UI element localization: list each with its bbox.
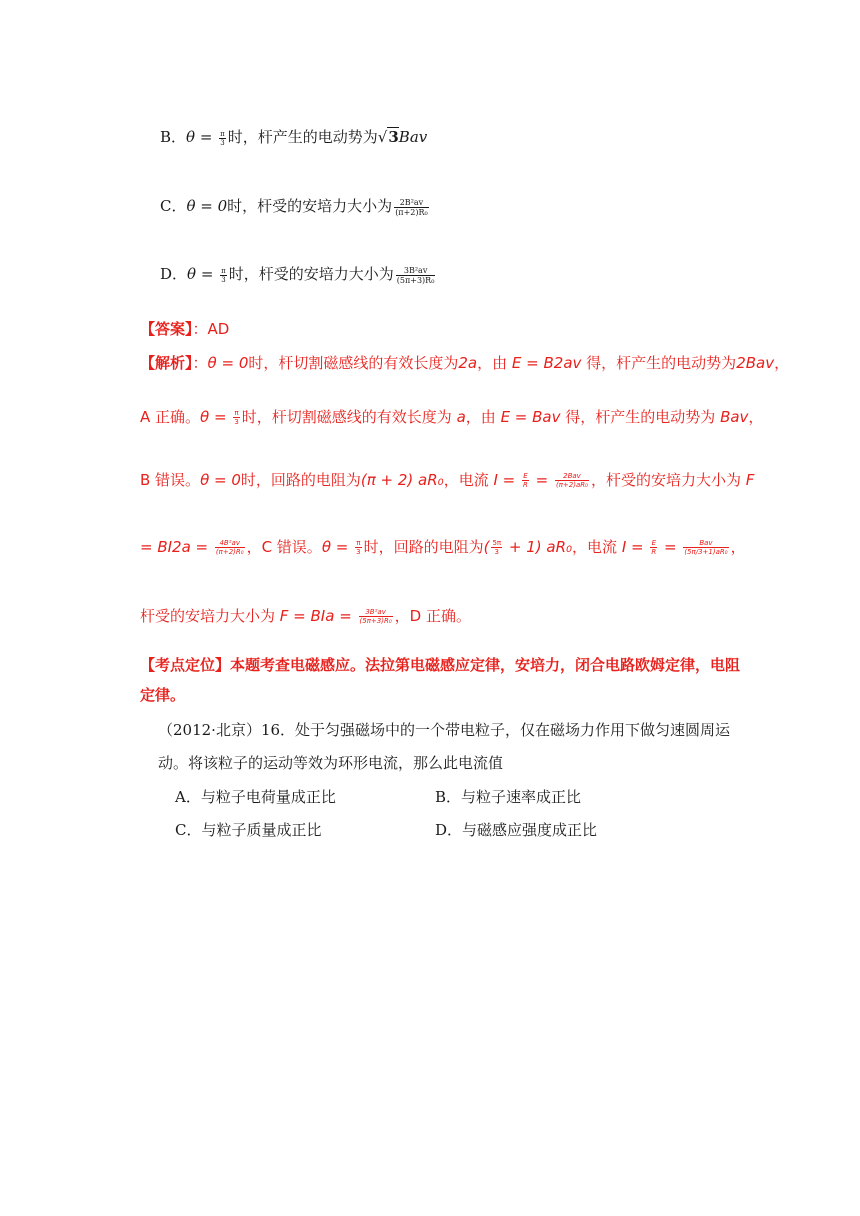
text: ，由 (465, 408, 501, 426)
option-c-text: 时，杆受的安培力大小为 (227, 197, 393, 215)
fraction-numerator: 2Bav (555, 472, 589, 481)
text: ，电流 (443, 471, 494, 489)
analysis-line-5 (140, 606, 471, 626)
text: ： (192, 354, 208, 372)
formula: 2a (458, 354, 478, 372)
text: B 错误。 (140, 471, 201, 489)
option-c-prefix: C． (160, 197, 187, 215)
fraction-numerator: 3B²av (359, 608, 393, 617)
fraction-denominator: (5π+3)R₀ (396, 275, 435, 285)
fraction (394, 198, 429, 217)
question-option-b (435, 787, 581, 807)
option-c (160, 196, 431, 217)
text: ，C 错误。 (246, 538, 322, 556)
text: 时，回路的电阻为 (240, 471, 361, 489)
answer-line (140, 319, 229, 339)
text: ， (774, 354, 790, 372)
question-option-a (175, 787, 336, 807)
kaodian-text: 定律。 (140, 686, 186, 704)
answer-label: 【答案】 (140, 320, 193, 338)
formula: (π + 2) aR₀ (360, 471, 444, 489)
formula: 2Bav (736, 354, 775, 372)
sqrt-icon: √ (377, 128, 388, 146)
formula: ( (483, 538, 490, 556)
option-b-text: 时，杆产生的电动势为 (227, 128, 378, 146)
text: 时，回路的电阻为 (363, 538, 484, 556)
option-text: C．与粒子质量成正比 (175, 821, 322, 839)
theta-symbol: θ = (186, 128, 218, 146)
formula: θ = 0 (200, 471, 241, 489)
analysis-label: 【解析】 (140, 354, 193, 372)
kaodian-text: 本题考查电磁感应。法拉第电磁感应定律，安培力，闭合电路欧姆定律，电阻 (230, 656, 741, 674)
text: ， (730, 538, 746, 556)
fraction-numerator: 2B²av (394, 198, 429, 208)
text: 得，杆产生的电动势为 (560, 408, 721, 426)
fraction-numerator: E (523, 472, 528, 480)
analysis-line-3 (140, 470, 754, 490)
fraction (683, 539, 728, 556)
fraction (219, 130, 226, 147)
option-d-text: 时，杆受的安培力大小为 (228, 265, 394, 283)
fraction (491, 539, 502, 556)
fraction-denominator: 3 (234, 418, 239, 426)
answer-value: ：AD (192, 320, 230, 338)
question-option-c (175, 820, 321, 840)
analysis-line-4 (140, 537, 746, 557)
formula: E = Bav (500, 408, 561, 426)
fraction-numerator: Bav (683, 539, 728, 548)
fraction-numerator: π (234, 409, 239, 417)
kaodian-label: 【考点定位】 (140, 656, 231, 674)
text: 时，杆切割磁感线的有效长度为 (248, 354, 459, 372)
fraction-numerator: π (356, 539, 361, 547)
fraction-denominator: (5π/3+1)aR₀ (684, 548, 728, 556)
fraction-denominator: (π+2)R₀ (215, 548, 244, 556)
fraction (359, 608, 393, 625)
formula: a (456, 408, 466, 426)
fraction-denominator: 3 (221, 275, 226, 284)
formula: + 1) aR₀ (504, 538, 573, 556)
theta-symbol: θ = (187, 265, 219, 283)
formula: θ = 0 (207, 354, 249, 372)
option-d-prefix: D． (160, 265, 188, 283)
fraction-denominator: (π+2)R₀ (395, 207, 428, 217)
fraction-denominator: R (651, 548, 657, 556)
fraction (220, 267, 227, 284)
fraction (650, 539, 657, 556)
fraction-numerator: π (221, 266, 226, 275)
option-d (160, 264, 437, 285)
text: A 正确。 (140, 408, 201, 426)
formula: E = B2av (511, 354, 582, 372)
text: = (530, 471, 553, 489)
question-option-d (435, 820, 597, 840)
text: ，电流 (572, 538, 622, 556)
text: 时，杆切割磁感线的有效长度为 (241, 408, 457, 426)
option-text: A．与粒子电荷量成正比 (175, 788, 336, 806)
question-text: （2012·北京）16．处于匀强磁场中的一个带电粒子，仅在磁场力作用下做匀速圆周运 (158, 721, 731, 739)
kaodian-line-1 (140, 655, 740, 675)
text: 得，杆产生的电动势为 (581, 354, 737, 372)
option-b (160, 127, 427, 147)
fraction-numerator: 4B²av (215, 539, 245, 548)
formula: I = (493, 471, 520, 489)
formula: θ = (321, 538, 354, 556)
text: = (659, 538, 682, 556)
option-b-prefix: B． (160, 128, 187, 146)
question-stem-1 (158, 720, 730, 740)
question-text: 动。将该粒子的运动等效为环形电流，那么此电流值 (158, 754, 504, 772)
fraction-numerator: E (651, 539, 656, 547)
text: ，由 (477, 354, 512, 372)
text: ， (748, 408, 764, 426)
fraction-denominator: (π+2)aR₀ (555, 481, 588, 489)
fraction-numerator: π (220, 129, 225, 138)
text: ，D 正确。 (394, 607, 471, 625)
fraction-denominator: 3 (220, 138, 225, 147)
formula: θ = (200, 408, 232, 426)
formula: Bav (720, 408, 749, 426)
text: 杆受的安培力大小为 (140, 607, 280, 625)
fraction-numerator: 3B²av (396, 266, 436, 276)
analysis-line-1 (140, 353, 789, 373)
formula: F = BIa = (279, 607, 357, 625)
analysis-line-2 (140, 407, 763, 427)
fraction-numerator: 5π (492, 539, 502, 547)
sqrt-value: 3 (388, 128, 399, 146)
fraction (396, 266, 436, 285)
fraction (555, 472, 589, 489)
option-text: B．与粒子速率成正比 (435, 788, 582, 806)
formula: = BI2a = (140, 538, 213, 556)
fraction-denominator: (5π+3)R₀ (359, 617, 392, 625)
fraction (215, 539, 245, 556)
fraction (355, 539, 361, 556)
text: ，杆受的安培力大小为 (590, 471, 746, 489)
fraction (233, 409, 239, 426)
formula: F (745, 471, 755, 489)
fraction-denominator: 3 (494, 548, 500, 556)
fraction (522, 472, 529, 489)
theta-condition: θ = 0 (186, 197, 228, 215)
fraction-denominator: R (523, 481, 528, 489)
option-text: D．与磁感应强度成正比 (435, 821, 598, 839)
formula: I = (621, 538, 649, 556)
fraction-denominator: 3 (356, 548, 361, 556)
question-stem-2 (158, 753, 503, 773)
option-b-tail: Bav (398, 128, 428, 146)
kaodian-line-2 (140, 685, 185, 705)
